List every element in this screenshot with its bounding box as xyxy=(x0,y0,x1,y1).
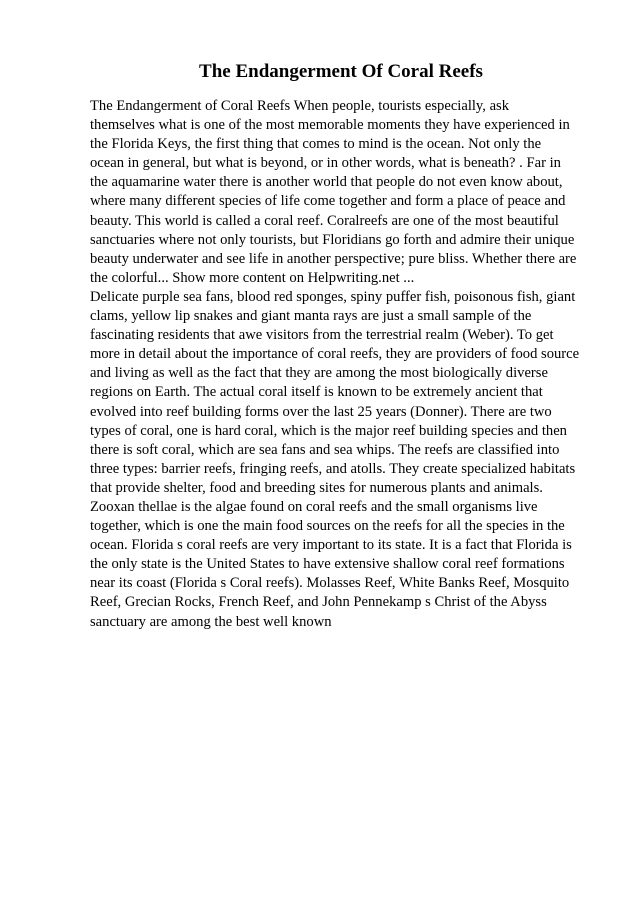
body-line: Reef, Grecian Rocks, French Reef, and John Pennekamp s Christ of the Abyss xyxy=(90,594,547,611)
body-line: that provide shelter, food and breeding sites for numerous plants and animals. xyxy=(90,479,543,496)
body-line: there is soft coral, which are sea fans and sea whips. The reefs are classified into xyxy=(90,441,560,458)
body-line: three types: barrier reefs, fringing reefs, and atolls. They create specialized habitats xyxy=(90,460,576,477)
body-line: clams, yellow lip snakes and giant manta rays are just a small sample of the xyxy=(90,308,532,325)
body-line: ocean. Florida s coral reefs are very important to its state. It is a fact that Florida is xyxy=(90,537,572,554)
body-line: the Florida Keys, the first thing that comes to mind is the ocean. Not only the xyxy=(90,136,542,153)
body-line: types of coral, one is hard coral, which is the major reef building species and then xyxy=(90,422,567,439)
body-line: ocean in general, but what is beyond, or in other words, what is beneath? . Far in xyxy=(90,155,561,172)
body-line: the colorful... Show more content on Helpwriting.net ... xyxy=(90,269,415,286)
document-body xyxy=(90,97,590,632)
body-line: beauty. This world is called a coral reef. Coralreefs are one of the most beautiful xyxy=(90,212,559,229)
body-line: regions on Earth. The actual coral itself is known to be extremely ancient that xyxy=(90,384,543,401)
body-line: Zooxan thellae is the algae found on coral reefs and the small organisms live xyxy=(90,498,538,515)
body-line: together, which is one the main food sources on the reefs for all the species in the xyxy=(90,518,565,535)
body-line: beauty underwater and see life in another perspective; pure bliss. Whether there are xyxy=(90,250,577,267)
body-line: where many different species of life come together and form a place of peace and xyxy=(90,193,566,210)
document-title: The Endangerment Of Coral Reefs xyxy=(199,61,483,82)
body-line: evolved into reef building forms over the last 25 years (Donner). There are two xyxy=(90,403,552,420)
body-line: the aquamarine water there is another world that people do not even know about, xyxy=(90,174,563,191)
body-line: more in detail about the importance of coral reefs, they are providers of food source xyxy=(90,346,580,363)
body-line: Delicate purple sea fans, blood red sponges, spiny puffer fish, poisonous fish, giant xyxy=(90,288,576,305)
body-line: the only state is the United States to have extensive shallow coral reef formations xyxy=(90,556,565,573)
body-line: sanctuary are among the best well known xyxy=(90,613,332,630)
body-line: fascinating residents that awe visitors from the terrestrial realm (Weber). To get xyxy=(90,327,554,344)
body-line: The Endangerment of Coral Reefs When people, tourists especially, ask xyxy=(90,98,510,114)
body-line: and living as well as the fact that they are among the most biologically diverse xyxy=(90,365,548,382)
body-line: near its coast (Florida s Coral reefs). Molasses Reef, White Banks Reef, Mosquito xyxy=(90,575,570,592)
body-line: themselves what is one of the most memorable moments they have experienced in xyxy=(90,117,570,134)
body-line: sanctuaries where not only tourists, but Floridians go forth and admire their unique xyxy=(90,231,575,248)
